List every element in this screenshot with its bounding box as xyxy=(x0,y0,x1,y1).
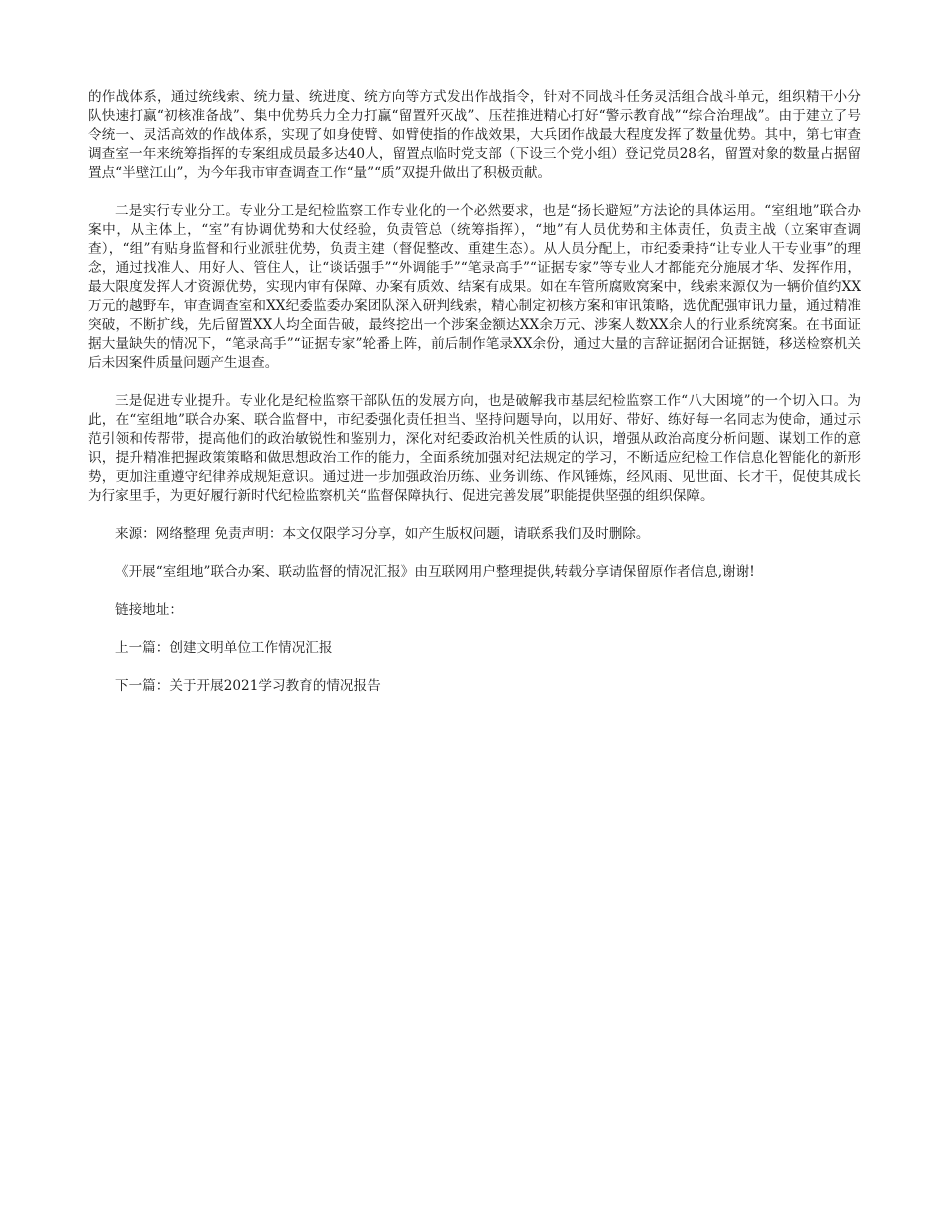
link-address-label: 链接地址： xyxy=(115,602,183,618)
body-paragraph-1: 的作战体系，通过统线索、统力量、统进度、统方向等方式发出作战指令，针对不同战斗任务灵活组合战斗单元，组织精干小分队快速打赢“初核准备战”、集中优势兵力全力打赢“留置歼灭战”、压茬推进精心打好“警示教育战”“综合治理战”。由于建立了号令统一、灵活高效的作战体系，实现了如身使臂、如臂使指的作战效果，大兵团作战最大程度发挥了数量优势。其中，第七审查调查室一年来统筹指挥的专案组成员最多达40人，留置点临时党支部（下设三个党小组）登记党员28名，留置对象的数量占据留置点“半壁江山”，为今年我市审查调查工作“量”“质”双提升做出了积极贡献。 xyxy=(88,89,861,181)
next-article-link[interactable]: 下一篇：关于开展2021学习教育的情况报告 xyxy=(115,678,381,694)
body-paragraph-2: 二是实行专业分工。专业分工是纪检监察工作专业化的一个必然要求，也是“扬长避短”方法论的具体运用。“室组地”联合办案中，从主体上，“室”有协调优势和大仗经验，负责管总（统筹指挥），“地”有人员优势和主体责任，负责主战（立案审查调查），“组”有贴身监督和行业派驻优势，负责主建（督促整改、重建生态）。从人员分配上，市纪委秉持“让专业人干专业事”的理念，通过找准人、用好人、管住人，让“谈话强手”“外调能手”“笔录高手”“证据专家”等专业人才都能充分施展才华、发挥作用，最大限度发挥人才资源优势，实现内审有保障、办案有质效、结案有成果。如在车管所腐败窝案中，线索来源仅为一辆价值约XX万元的越野车，审查调查室和XX纪委监委办案团队深入研判线索，精心制定初核方案和审讯策略，选优配强审讯力量，通过精准突破，不断扩线，先后留置XX人均全面告破，最终挖出一个涉案金额达XX余万元、涉案人数XX余人的行业系统窝案。在书面证据大量缺失的情况下，“笔录高手”“证据专家”轮番上阵，前后制作笔录XX余份，通过大量的言辞证据闭合证据链，移送检察机关后未因案件质量问题产生退查。 xyxy=(88,203,861,371)
document-page xyxy=(88,88,861,715)
source-disclaimer: 来源：网络整理 免责声明：本文仅限学习分享，如产生版权问题，请联系我们及时删除。 xyxy=(115,526,650,542)
attribution-note: 《开展“室组地”联合办案、联动监督的情况汇报》由互联网用户整理提供,转载分享请保留原作者信息,谢谢! xyxy=(115,564,755,580)
body-paragraph-3: 三是促进专业提升。专业化是纪检监察干部队伍的发展方向，也是破解我市基层纪检监察工作“八大困境”的一个切入口。为此，在“室组地”联合办案、联合监督中，市纪委强化责任担当、坚持问题导向，以用好、带好、练好每一名同志为使命，通过示范引领和传帮带，提高他们的政治敏锐性和鉴别力，深化对纪委政治机关性质的认识，增强从政治高度分析问题、谋划工作的意识，提升精准把握政策策略和做思想政治工作的能力，全面系统加强对纪法规定的学习，不断适应纪检工作信息化智能化的新形势，更加注重遵守纪律养成规矩意识。通过进一步加强政治历练、业务训练、作风锤炼，经风雨、见世面、长才干，促使其成长为行家里手，为更好履行新时代纪检监察机关“监督保障执行、促进完善发展”职能提供坚强的组织保障。 xyxy=(88,393,861,504)
previous-article-link[interactable]: 上一篇：创建文明单位工作情况汇报 xyxy=(115,640,333,656)
